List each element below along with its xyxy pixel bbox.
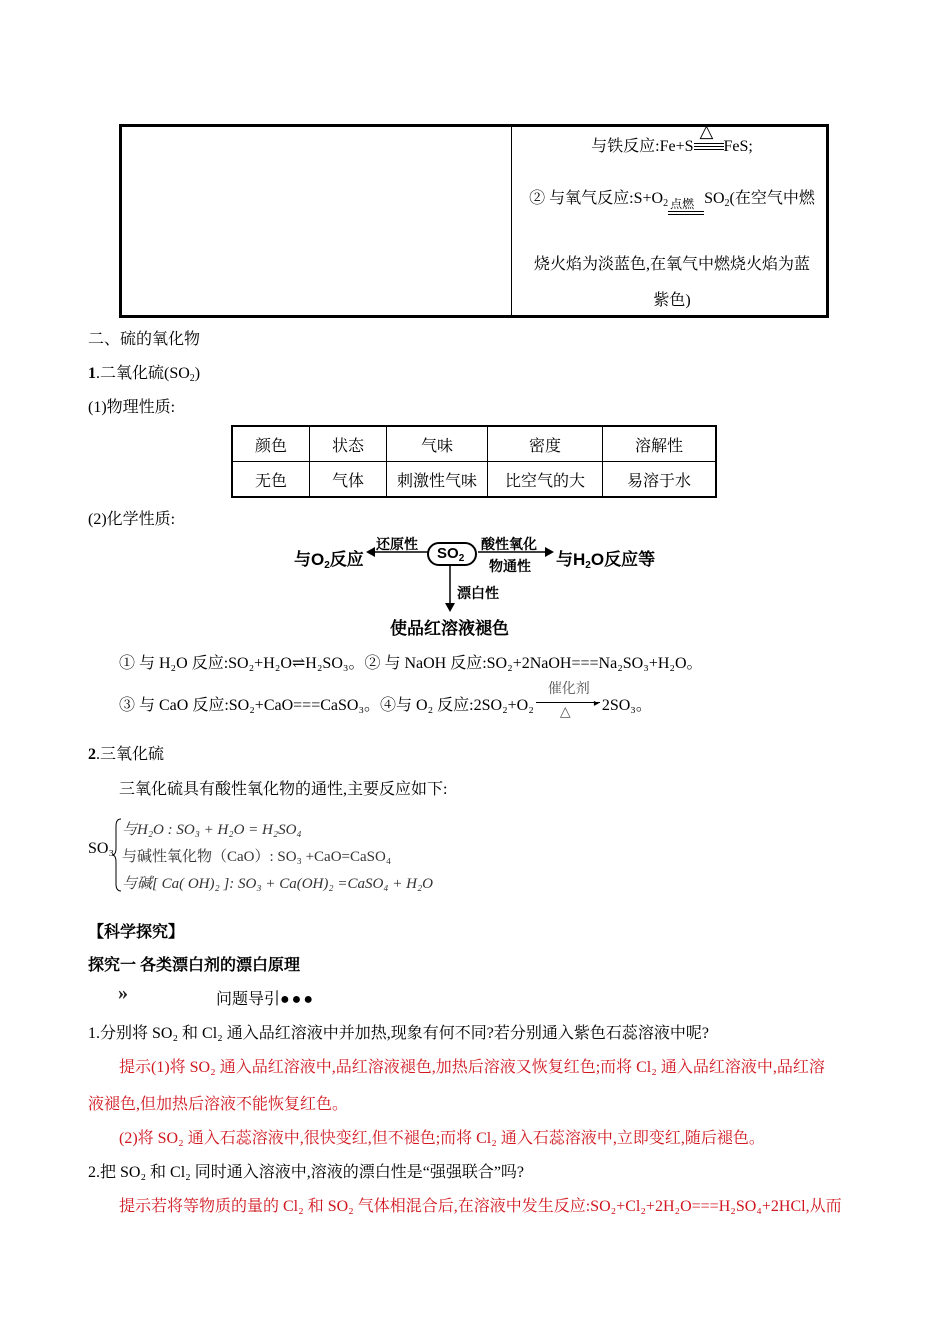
table-divider [511,127,512,315]
physical-properties-label: (1)物理性质: [88,399,176,416]
arrow-left-icon [366,546,428,558]
table-cell: 气味 [387,426,488,462]
flame-description-end: 紫色) [653,292,691,309]
answer-2-line-1: 提示若将等物质的量的 Cl₂ 和 SO₂ 气体相混合后,在溶液中发生反应:SO₂+Cl₂+2H₂O===H₂SO₄+2HCl,从而 [119,1198,842,1215]
table-row [232,426,716,462]
so3-equation-3: 与碱[ Ca( OH)₂ ]: SO₃ + Ca(OH)₂ =CaSO₄ + H₂O [122,876,434,892]
table-cell: 气体 [310,462,387,498]
table-cell: 无色 [232,462,310,498]
flame-description: 烧火焰为淡蓝色,在氧气中燃烧火焰为蓝 [533,256,810,273]
table-cell: 刺激性气味 [387,462,488,498]
table-cell: 比空气的大 [488,462,603,498]
table-cell: 颜色 [232,426,310,462]
section-heading: 二、硫的氧化物 [88,331,201,348]
delta-symbol: △ [699,121,714,141]
explore-title: 【科学探究】 [88,924,185,941]
answer-1-line-3: (2)将 SO₂ 通入石蕊溶液中,很快变红,但不褪色;而将 Cl₂ 通入石蕊溶液中,立即变红,随后褪色。 [119,1130,765,1147]
properties-table [231,425,717,498]
table-cell: 状态 [310,426,387,462]
guide-label: 问题导引●●● [216,991,316,1008]
question-2: 2.把 SO₂ 和 Cl₂ 同时通入溶液中,溶液的漂白性是“强强联合”吗? [88,1164,525,1181]
arrow-down-icon [444,566,456,612]
chevron-right-icon: » [118,982,128,1004]
table-cell: 溶解性 [603,426,717,462]
top-table [119,121,829,318]
diagram-bleach-label: 漂白性 [457,585,499,601]
table-cell: 密度 [488,426,603,462]
so3-intro: 三氧化硫具有酸性氧化物的通性,主要反应如下: [119,781,448,798]
answer-1-line-1: 提示(1)将 SO₂ 通入品红溶液中,品红溶液褪色,加热后溶液又恢复红色;而将 Cl₂ 通入品红溶液中,品红溶 [119,1059,825,1076]
explore-topic: 探究一 各类漂白剂的漂白原理 [88,957,301,974]
diagram-bottom-label: 使品红溶液褪色 [390,619,509,638]
table-cell: 易溶于水 [603,462,717,498]
diagram-acidic-label: 酸性氧化 [481,536,537,552]
catalyst-label: 催化剂 [547,682,590,697]
so3-heading: 2.三氧化硫 [88,746,165,763]
so3-equation-2: 与碱性氧化物（CaO）: SO₃ +CaO=CaSO₄ [122,849,392,865]
answer-1-line-2: 液褪色,但加热后溶液不能恢复红色。 [88,1096,349,1113]
chemical-properties-label: (2)化学性质: [88,511,176,528]
so3-equation-1: 与H₂O : SO₃ + H₂O = H₂SO₄ [122,822,302,838]
ignite-label: 点燃 [670,197,695,211]
iron-reaction-line: 与铁反应:Fe+S △ FeS; [591,121,753,155]
diagram-center-label: $SO_2$ [437,545,465,564]
question-1: 1.分别将 SO₂ 和 Cl₂ 通入品红溶液中并加热,现象有何不同?若分别通入紫色石蕊溶液中呢? [88,1025,709,1042]
reaction-line-2: ③ 与 CaO 反应:SO₂+CaO===CaSO₃。④与 O₂ 反应:2SO₂+O₂ 催化剂 ▸ △ 2SO₃。 [119,692,652,715]
oxygen-reaction-line: ② 与氧气反应$:S+O_2$ 点燃 $SO_2$(在空气中燃 [514,185,830,208]
brace-icon [112,818,122,892]
diagram-right-label: 与$H_2O$反应等 [556,550,656,571]
delta-symbol: △ [559,705,571,720]
diagram-reducing-label: 还原性 [376,536,418,552]
so3-label: SO₃ [88,840,115,857]
diagram-left-label: 与$O_2$反应 [294,550,364,571]
so2-heading: 1.二氧化硫$(SO_2)$ [88,365,201,384]
table-row [232,462,716,498]
diagram-acidic-label-2: 物通性 [489,558,531,574]
arrow-right-icon [478,546,554,558]
reaction-line-1: ① 与 H₂O 反应:SO₂+H₂O⇌H₂SO₃。② 与 NaOH 反应:SO₂+2NaOH===Na₂SO₃+H₂O。 [119,655,703,672]
